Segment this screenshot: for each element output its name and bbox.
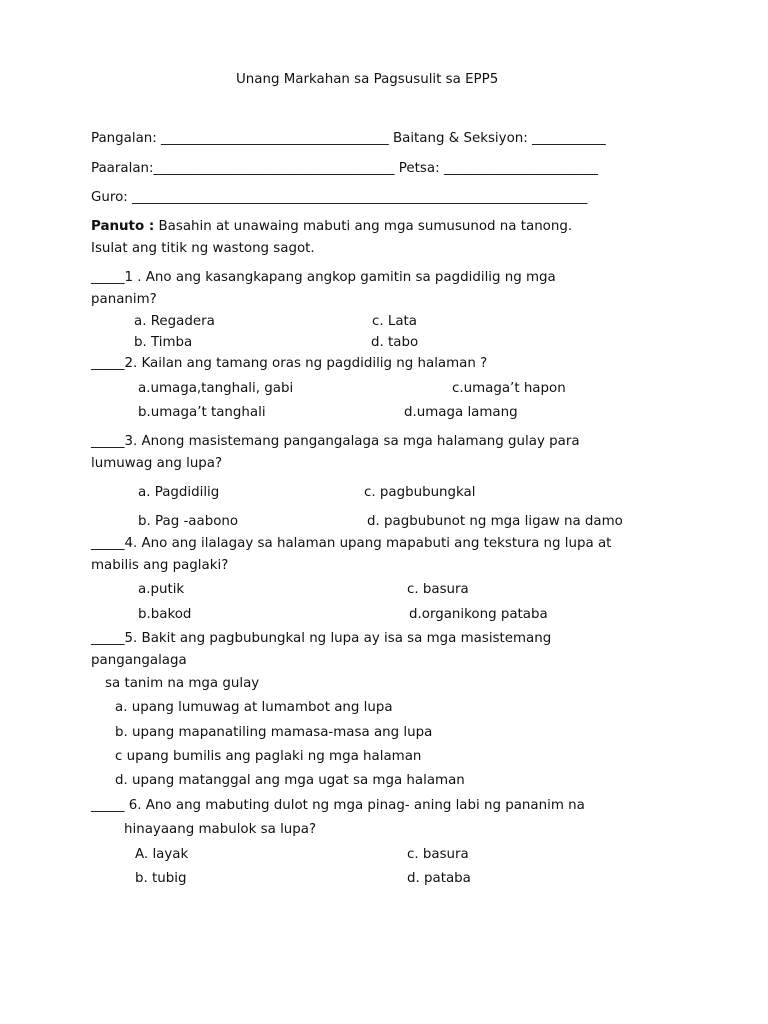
paaralan-line[interactable]: Paaralan:____________________________________ Petsa: _______________________ xyxy=(91,161,598,176)
q4-choice-b: b.bakod xyxy=(138,607,192,622)
q4-choice-a: a.putik xyxy=(138,582,185,597)
q5-question-cont: pangangalaga xyxy=(91,653,187,668)
q6-choice-d: d. pataba xyxy=(407,871,471,886)
guro-line[interactable]: Guro: ____________________________________________________________________ xyxy=(91,190,588,205)
q3-choice-b: b. Pag -aabono xyxy=(138,514,239,529)
instructions-line-1 xyxy=(91,220,572,233)
q5-choice-d: d. upang matanggal ang mga ugat sa mga halaman xyxy=(115,773,465,788)
q5-choice-a: a. upang lumuwag at lumambot ang lupa xyxy=(115,700,393,715)
instructions-line-2: Isulat ang titik ng wastong sagot. xyxy=(91,241,315,256)
q2-choice-a: a.umaga,tanghali, gabi xyxy=(138,381,294,396)
q5-question-cont-2: sa tanim na mga gulay xyxy=(105,676,260,691)
q4-question: _____4. Ano ang ilalagay sa halaman upang mapabuti ang tekstura ng lupa at xyxy=(91,536,612,551)
q1-choice-a: a. Regadera xyxy=(134,314,215,329)
q3-question: _____3. Anong masistemang pangangalaga sa mga halamang gulay para xyxy=(91,434,580,449)
q6-choice-b: b. tubig xyxy=(135,871,187,886)
q5-choice-b: b. upang mapanatiling mamasa-masa ang lupa xyxy=(115,725,433,740)
q1-choice-d: d. tabo xyxy=(371,335,419,350)
q3-choice-a: a. Pagdidilig xyxy=(138,485,220,500)
q6-choice-a: A. layak xyxy=(135,847,189,862)
q4-question-cont: mabilis ang paglaki? xyxy=(91,558,229,573)
instructions-label: Panuto : xyxy=(91,219,155,234)
q2-choice-d: d.umaga lamang xyxy=(404,405,518,420)
q6-question: _____ 6. Ano ang mabuting dulot ng mga pinag- aning labi ng pananim na xyxy=(91,798,585,813)
q1-choice-b: b. Timba xyxy=(134,335,193,350)
q2-question: _____2. Kailan ang tamang oras ng pagdidilig ng halaman ? xyxy=(91,356,488,371)
q1-question-cont: pananim? xyxy=(91,292,157,307)
q1-question: _____1 . Ano ang kasangkapang angkop gamitin sa pagdidilig ng mga xyxy=(91,270,556,285)
instructions-text: Basahin at unawaing mabuti ang mga sumusunod na tanong. xyxy=(154,219,573,234)
q4-choice-d: d.organikong pataba xyxy=(409,607,548,622)
q6-question-cont: hinayaang mabulok sa lupa? xyxy=(124,822,317,837)
pangalan-line[interactable]: Pangalan: __________________________________ Baitang & Seksiyon: ___________ xyxy=(91,131,606,146)
q1-choice-c: c. Lata xyxy=(372,314,417,329)
q3-choice-c: c. pagbubungkal xyxy=(364,485,476,500)
q4-choice-c: c. basura xyxy=(407,582,469,597)
q3-question-cont: lumuwag ang lupa? xyxy=(91,456,223,471)
page-title: Unang Markahan sa Pagsusulit sa EPP5 xyxy=(236,72,499,87)
q3-choice-d: d. pagbubunot ng mga ligaw na damo xyxy=(367,514,623,529)
q5-choice-c: c upang bumilis ang paglaki ng mga halaman xyxy=(115,749,422,764)
q2-choice-b: b.umaga’t tanghali xyxy=(138,405,266,420)
q2-choice-c: c.umaga’t hapon xyxy=(452,381,566,396)
q5-question: _____5. Bakit ang pagbubungkal ng lupa ay isa sa mga masistemang xyxy=(91,631,552,646)
q6-choice-c: c. basura xyxy=(407,847,469,862)
